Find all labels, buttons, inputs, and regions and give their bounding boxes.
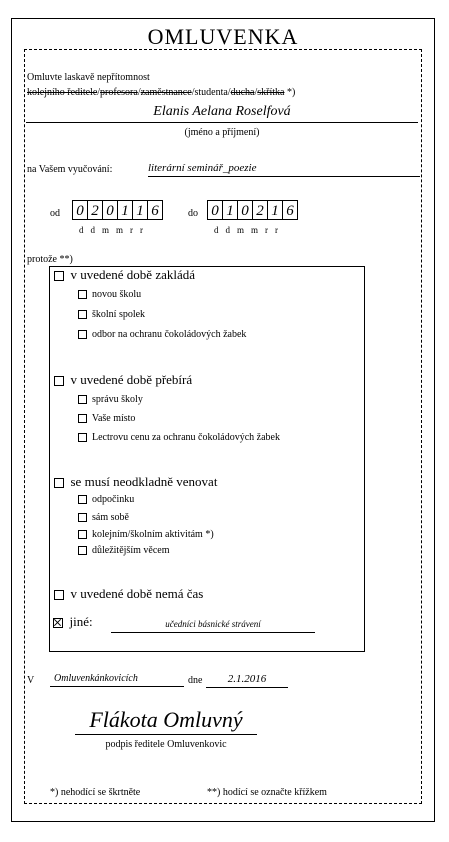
checkbox-icon[interactable] xyxy=(78,395,87,404)
reason-item[interactable] xyxy=(78,512,129,523)
reason-item-label: školní spolek xyxy=(92,309,146,320)
checkbox-icon[interactable] xyxy=(78,310,87,319)
reason-item-label: kolejním/školním aktivitám *) xyxy=(92,529,214,540)
class-field[interactable]: literární seminář_poezie xyxy=(148,159,420,177)
checkbox-icon[interactable] xyxy=(78,330,87,339)
role-2: profesora xyxy=(100,87,138,98)
reason-item[interactable] xyxy=(78,545,169,556)
reason-group-must-attend[interactable] xyxy=(54,474,217,490)
from-date-boxes[interactable] xyxy=(73,200,163,220)
reason-item[interactable] xyxy=(78,413,135,424)
to-date-boxes[interactable] xyxy=(208,200,298,220)
reason-item[interactable] xyxy=(78,289,141,300)
reason-group-founds[interactable] xyxy=(54,267,195,283)
reason-item[interactable] xyxy=(78,494,134,505)
reason-item[interactable] xyxy=(78,309,145,320)
intro-line: Omluvte laskavě nepřítomnost xyxy=(27,72,150,83)
from-format-label: ddmmrr xyxy=(79,225,150,235)
reason-group-label: v uvedené době nemá čas xyxy=(70,586,204,601)
reason-item[interactable] xyxy=(78,529,214,540)
from-digit[interactable]: 1 xyxy=(132,200,148,220)
reason-item-label: správu školy xyxy=(92,394,143,405)
checkbox-icon[interactable] xyxy=(54,590,64,600)
reason-item-label: odbor na ochranu čokoládových žabek xyxy=(92,329,247,340)
date-field[interactable]: 2.1.2016 xyxy=(206,670,288,688)
because-label: protože **) xyxy=(27,254,73,265)
from-digit[interactable]: 6 xyxy=(147,200,163,220)
role-3: zaměstnance xyxy=(140,87,192,98)
reason-item-label: důležitějším věcem xyxy=(92,545,170,556)
checkbox-icon[interactable] xyxy=(78,414,87,423)
footnote-strike: *) nehodící se škrtněte xyxy=(50,787,141,798)
student-name-field[interactable]: Elanis Aelana Roselfová xyxy=(26,101,418,123)
to-digit[interactable]: 1 xyxy=(222,200,238,220)
from-label: od xyxy=(50,208,60,219)
roles-suffix: *) xyxy=(284,87,296,98)
reason-other[interactable] xyxy=(53,614,93,630)
reason-item[interactable] xyxy=(78,432,280,443)
other-field[interactable]: učedníci básnické strávení xyxy=(111,615,315,633)
from-digit[interactable]: 1 xyxy=(117,200,133,220)
role-4: studenta xyxy=(194,87,228,98)
role-5: ducha xyxy=(230,87,255,98)
checkbox-icon[interactable] xyxy=(54,376,64,386)
checkbox-icon[interactable] xyxy=(78,290,87,299)
to-format-label: ddmmrr xyxy=(214,225,285,235)
class-label: na Vašem vyučování: xyxy=(27,164,113,175)
reason-group-label: v uvedené době zakládá xyxy=(70,267,196,282)
from-digit[interactable]: 0 xyxy=(72,200,88,220)
reason-item-label: Lectrovu cenu za ochranu čokoládových žabek xyxy=(92,432,280,443)
reason-item[interactable] xyxy=(78,394,143,405)
reason-item-label: Vaše místo xyxy=(91,413,136,424)
checkbox-icon[interactable] xyxy=(78,546,87,555)
form-title: OMLUVENKA xyxy=(147,24,299,49)
role-1: kolejního ředitele xyxy=(27,87,98,98)
place-prefix: V xyxy=(27,675,35,686)
reason-group-label: v uvedené době přebírá xyxy=(70,372,193,387)
to-digit[interactable]: 2 xyxy=(252,200,268,220)
to-digit[interactable]: 0 xyxy=(237,200,253,220)
name-label: (jméno a příjmení) xyxy=(184,127,260,138)
checkbox-icon[interactable] xyxy=(78,495,87,504)
reason-group-label: se musí neodkladně venovat xyxy=(70,474,218,489)
reason-group-takes-over[interactable] xyxy=(54,372,192,388)
place-field[interactable]: Omluvenkánkovicích xyxy=(50,670,184,687)
to-label: do xyxy=(188,208,198,219)
checkbox-icon[interactable] xyxy=(78,513,87,522)
role-6: skřítka xyxy=(257,87,285,98)
checkbox-icon[interactable] xyxy=(78,530,87,539)
to-digit[interactable]: 0 xyxy=(207,200,223,220)
checkbox-icon[interactable] xyxy=(54,478,64,488)
to-digit[interactable]: 6 xyxy=(282,200,298,220)
reason-group-no-time[interactable] xyxy=(54,586,203,602)
other-label: jiné: xyxy=(69,614,93,629)
reason-item-label: odpočinku xyxy=(92,494,135,505)
checked-box-icon[interactable] xyxy=(53,618,63,628)
checkbox-icon[interactable] xyxy=(78,433,87,442)
checkbox-icon[interactable] xyxy=(54,271,64,281)
reason-item[interactable] xyxy=(78,329,246,340)
roles-line: kolejního ředitele/profesora/zaměstnance/studenta/ducha/skřítka *) xyxy=(27,87,296,98)
reason-item-label: sám sobě xyxy=(92,512,129,523)
reason-item-label: novou školu xyxy=(92,289,142,300)
from-digit[interactable]: 2 xyxy=(87,200,103,220)
date-label: dne xyxy=(188,675,203,686)
signature: Flákota Omluvný xyxy=(75,704,257,735)
signature-label: podpis ředitele Omluvenkovic xyxy=(105,739,227,750)
to-digit[interactable]: 1 xyxy=(267,200,283,220)
footnote-check: **) hodící se označte křížkem xyxy=(207,787,327,798)
from-digit[interactable]: 0 xyxy=(102,200,118,220)
